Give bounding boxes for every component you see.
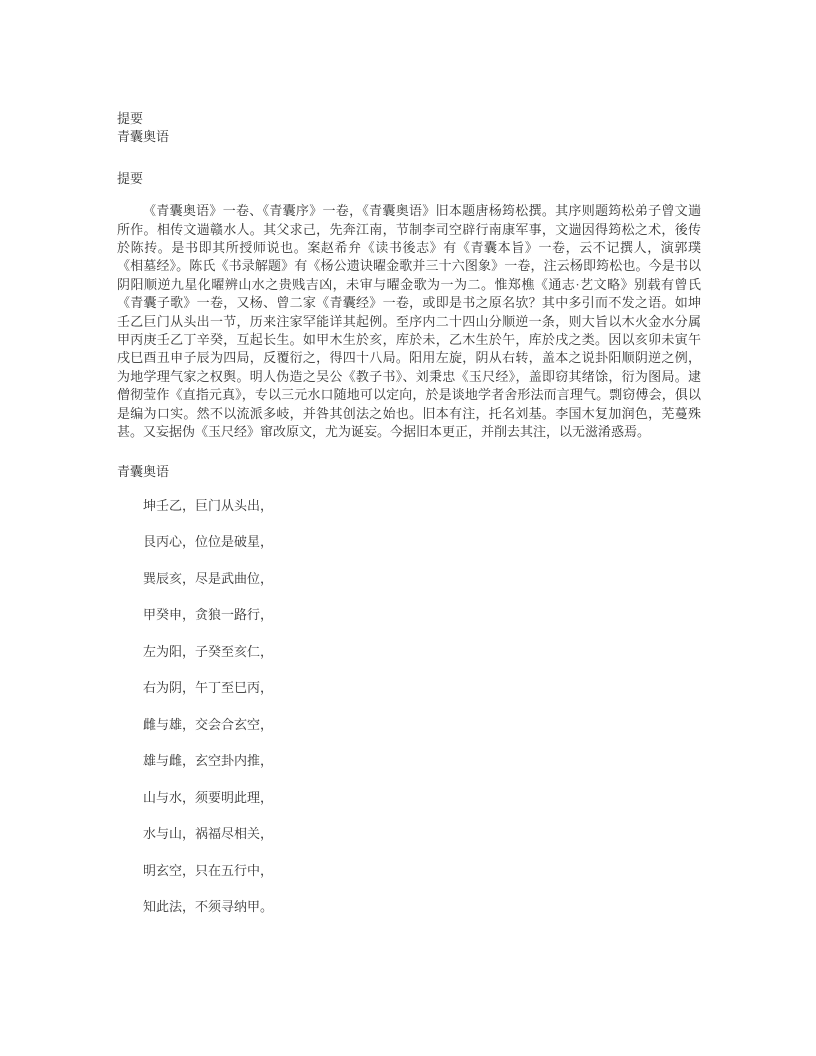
page-header xyxy=(117,110,701,147)
verse-line: 左为阳，子癸至亥仁， xyxy=(143,643,274,659)
header-line-booktitle: 青囊奥语 xyxy=(117,129,170,145)
section-title-verses: 青囊奥语 xyxy=(117,463,170,479)
verse-line: 山与水，须要明此理， xyxy=(143,789,274,805)
verse-line: 甲癸申，贪狼一路行， xyxy=(143,607,274,623)
verse-line: 右为阴，午丁至巳丙， xyxy=(143,680,274,696)
verse-line: 雄与雌，玄空卦内推， xyxy=(143,753,274,769)
abstract-paragraph: 《青囊奥语》一卷、《青囊序》一卷，《青囊奥语》旧本题唐杨筠松撰。其序则题筠松弟子曾文遄所作。相传文遄赣水人。其父求己，先奔江南，节制李司空辟行南康军事，文遄因得筠松之术，後传於陈抟。是书即其所授师说也。案赵希弁《读书後志》有《青囊本旨》一卷，云不记撰人，演郭璞《相墓经》。陈氏《书录解题》有《杨公遗诀曜金歌并三十六图象》一卷，注云杨即筠松也。今是书以阴阳顺逆九星化曜辨山水之贵贱吉凶，未审与曜金歌为一为二。惟郑樵《通志·艺文略》别载有曾氏《青囊子歌》一卷，又杨、曾二家《青囊经》一卷，或即是书之原名欤？其中多引而不发之语。如坤壬乙巨门从头出一节，历来注家罕能详其起例。至序内二十四山分顺逆一条，则大旨以木火金水分属甲丙庚壬乙丁辛癸，互起长生。如甲木生於亥，库於未，乙木生於午，库於戌之类。因以亥卯未寅午戌巳酉丑申子辰为四局，反覆衍之，得四十八局。阳用左旋，阴从右转，盖本之说卦阳顺阴逆之例，为地学理气家之权舆。明人伪造之吴公《教子书》、刘秉忠《玉尺经》，盖即窃其绪馀，衍为图局。逮僧彻莹作《直指元真》，专以三元水口随地可以定向，於是谈地学者舍形法而言理气。剽窃傅会，俱以是编为口实。然不以流派多岐，并咎其创法之始也。旧本有注，托名刘基。李国木复加润色，芜蔓殊甚。又妄据伪《玉尺经》窜改原文，尤为诞妄。今据旧本更正，并削去其注，以无滋淆惑焉。 xyxy=(117,203,701,440)
verse-line: 水与山，祸福尽相关， xyxy=(143,826,274,842)
verse-line: 坤壬乙，巨门从头出， xyxy=(143,497,274,513)
verse-block xyxy=(117,488,701,926)
verse-line: 雌与雄，交会合玄空， xyxy=(143,716,274,732)
section-title-abstract: 提要 xyxy=(117,170,144,186)
verse-line: 艮丙心，位位是破星， xyxy=(143,534,274,550)
header-line-tiyao: 提要 xyxy=(117,111,144,126)
verse-line: 巽辰亥，尽是武曲位， xyxy=(143,570,274,586)
verse-line: 知此法，不须寻纳甲。 xyxy=(143,899,274,915)
verse-line: 明玄空，只在五行中， xyxy=(143,862,274,878)
